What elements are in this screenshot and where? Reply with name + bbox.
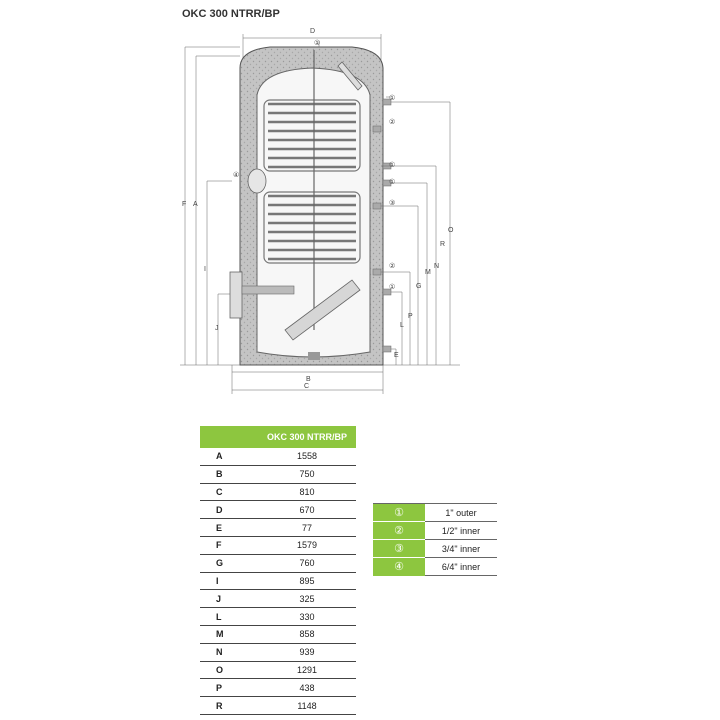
dim-label-j: J <box>215 325 219 332</box>
table-row: B 750 <box>200 465 356 483</box>
callout-4: ④ <box>233 171 240 179</box>
table-row: R 1148 <box>200 697 356 715</box>
callout-top: ① <box>314 39 321 47</box>
table-row: G 760 <box>200 554 356 572</box>
callout-1d: ① <box>389 283 396 291</box>
table-row: E 77 <box>200 519 356 537</box>
flange <box>230 272 242 318</box>
dim-label-e: E <box>394 352 399 359</box>
table-row: P 438 <box>200 679 356 697</box>
callout-1b: ① <box>389 161 396 169</box>
dim-label-r: R <box>440 241 446 248</box>
table-row: ② 1/2" inner <box>373 522 497 540</box>
table-row: I 895 <box>200 572 356 590</box>
dim-label-g: G <box>416 283 422 290</box>
table-row: A 1558 <box>200 448 356 465</box>
callout-2b: ② <box>389 262 396 270</box>
callout-1c: ① <box>389 178 396 186</box>
dim-label-a: A <box>193 201 198 208</box>
callout-3a: ③ <box>389 199 396 207</box>
table-row: F 1579 <box>200 536 356 554</box>
table-row: J 325 <box>200 590 356 608</box>
table-row: ③ 3/4" inner <box>373 540 497 558</box>
table-row: M 858 <box>200 625 356 643</box>
table-row: O 1291 <box>200 661 356 679</box>
dim-label-l: L <box>400 322 404 329</box>
dim-label-f: F <box>182 201 187 208</box>
callout-2a: ② <box>389 118 396 126</box>
dim-label-m: M <box>425 269 431 276</box>
table-row: D 670 <box>200 501 356 519</box>
dimensions-table <box>200 426 356 715</box>
dimensions-header: OKC 300 NTRR/BP <box>258 426 356 448</box>
dim-label-b: B <box>306 376 311 383</box>
table-row: L 330 <box>200 608 356 626</box>
dim-label-d: D <box>310 28 316 35</box>
callout-1a: ① <box>389 94 396 102</box>
page-title: OKC 300 NTRR/BP <box>182 8 280 20</box>
table-row: ① 1" outer <box>373 504 497 522</box>
dim-label-c: C <box>304 383 310 390</box>
table-row: C 810 <box>200 483 356 501</box>
table-row: ④ 6/4" inner <box>373 558 497 576</box>
connections-table <box>373 503 497 576</box>
dim-label-p: P <box>408 313 413 320</box>
dim-label-n: N <box>434 263 440 270</box>
dim-label-i: I <box>204 266 206 273</box>
table-row: N 939 <box>200 643 356 661</box>
dim-label-o: O <box>448 227 454 234</box>
